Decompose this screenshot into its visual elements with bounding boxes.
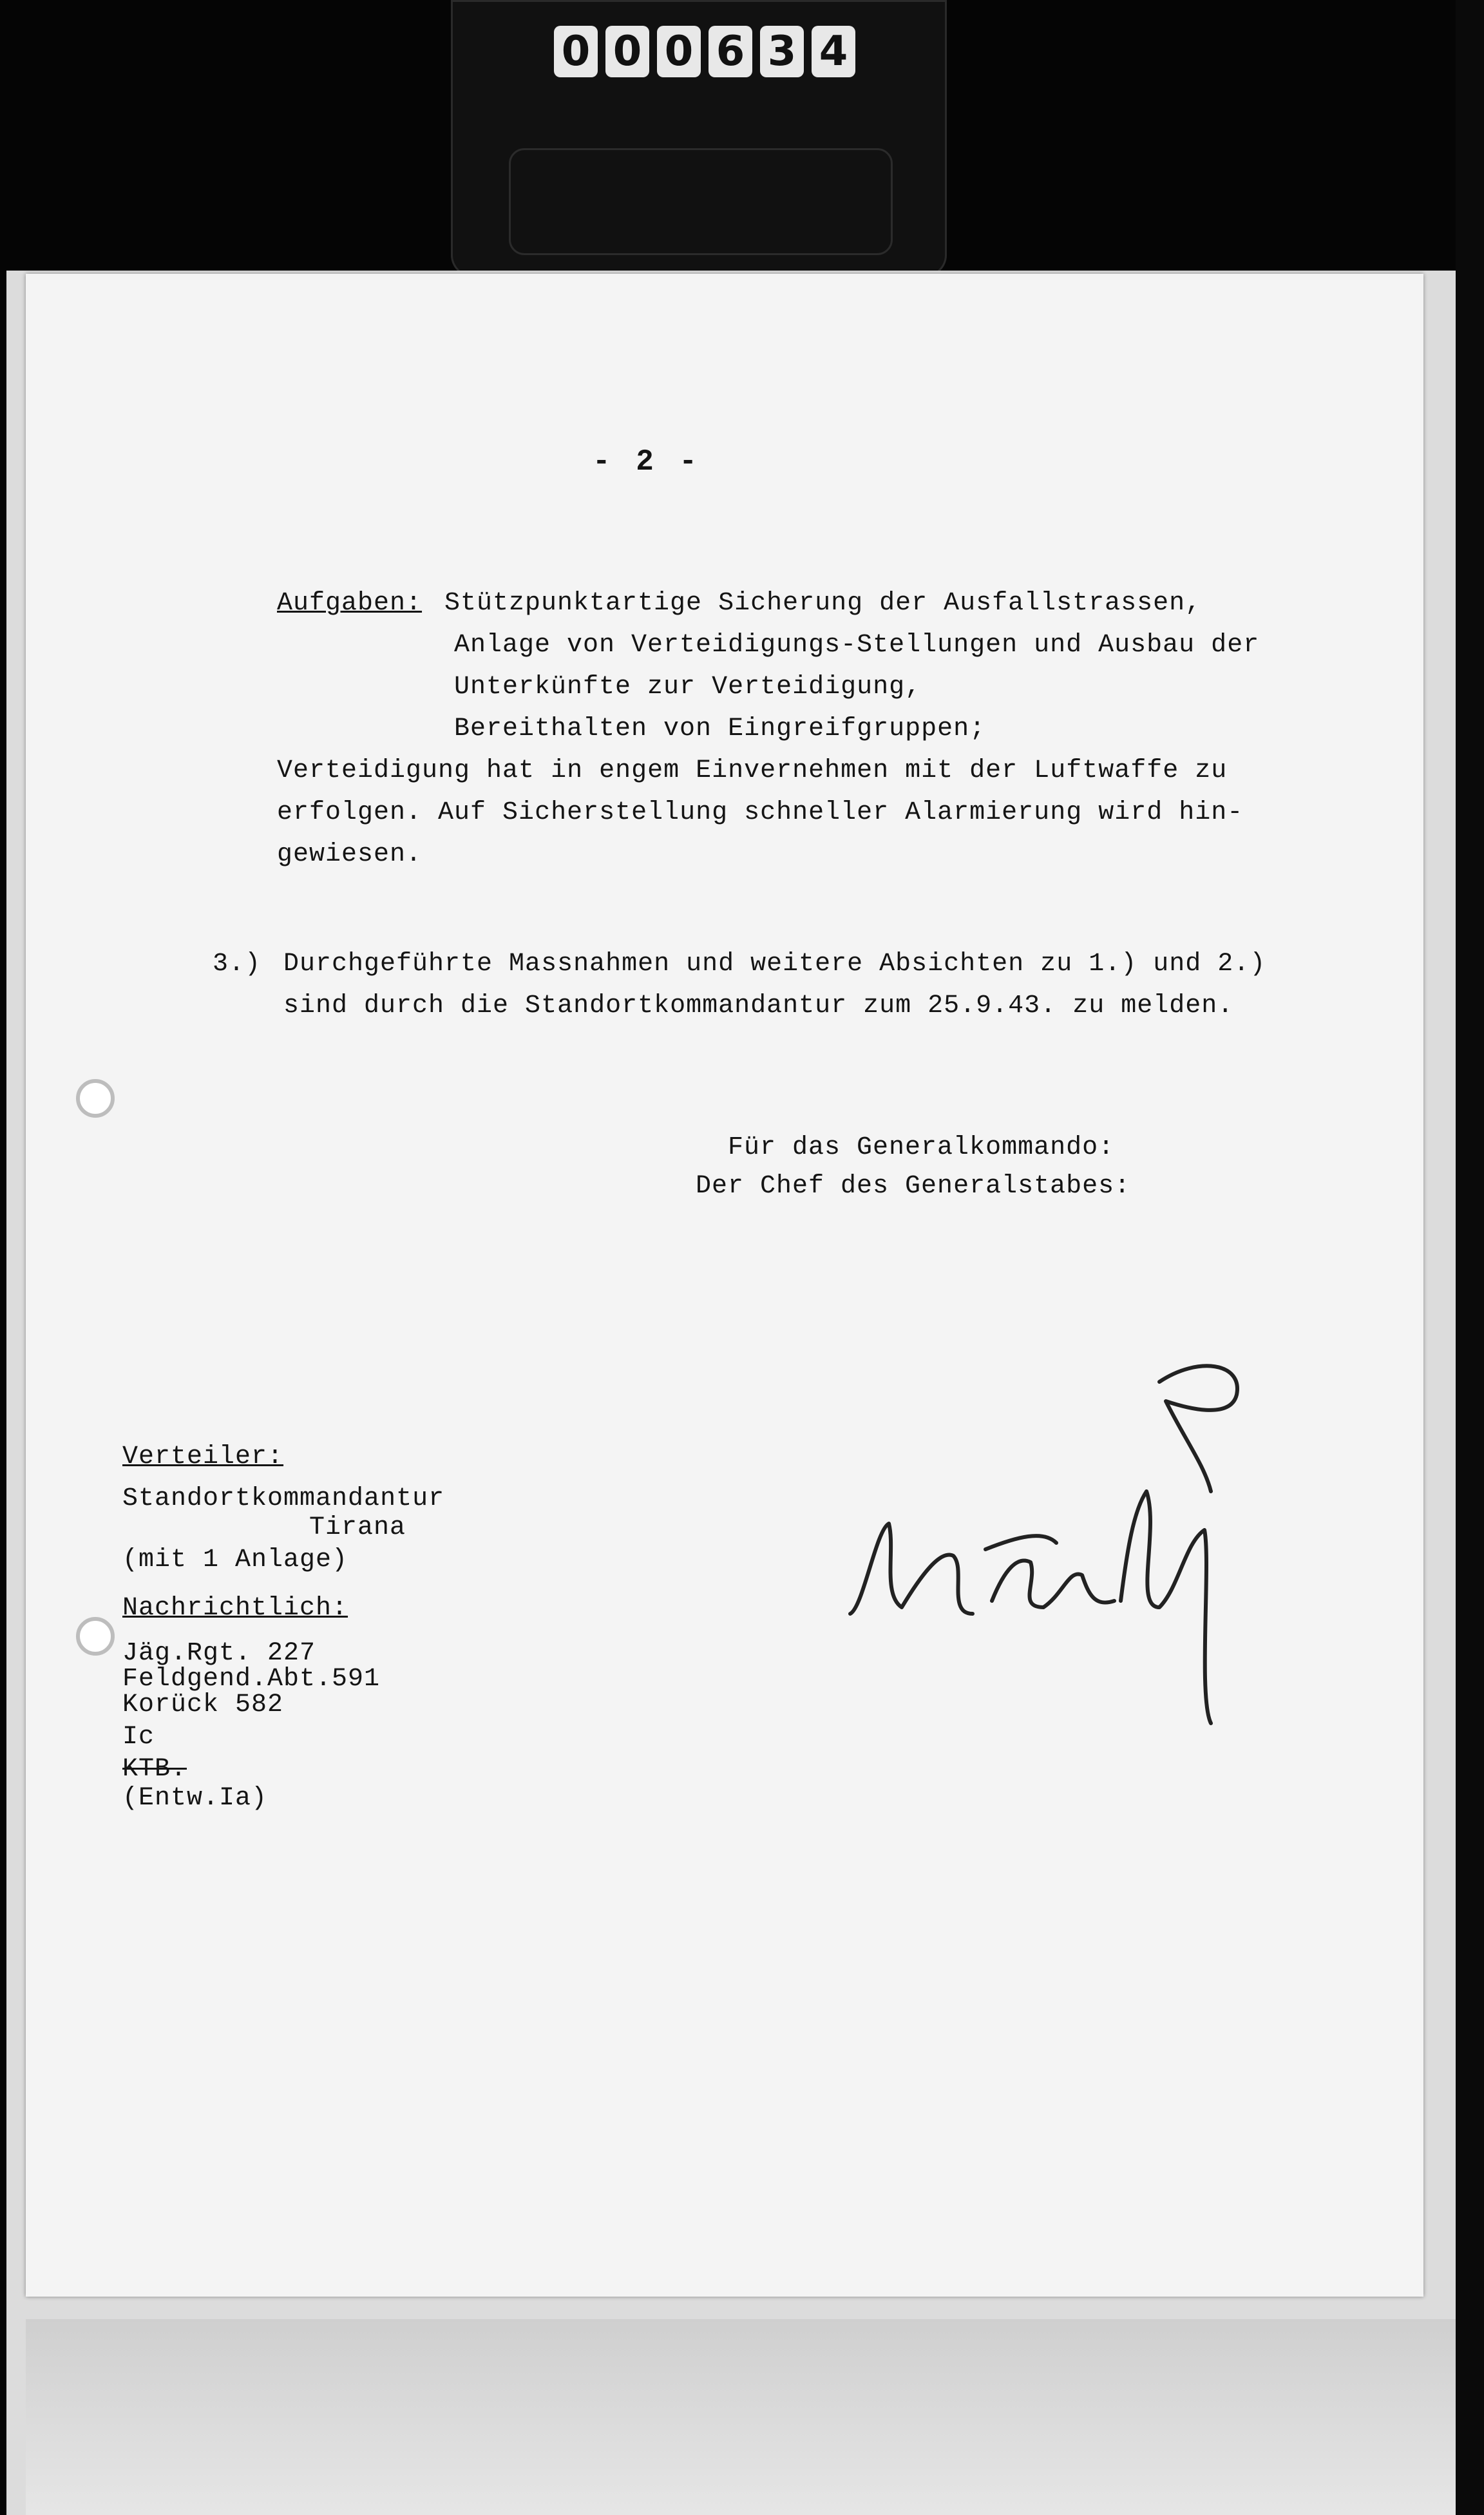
- handwritten-signature: [824, 1337, 1288, 1736]
- aufgaben-label: Aufgaben:: [277, 589, 423, 618]
- page-number: - 2 -: [593, 445, 701, 479]
- nachrichtlich-item-4: Ic: [122, 1723, 155, 1752]
- item-3-line-2: sind durch die Standortkommandantur zum 25.9.43. zu melden.: [283, 991, 1234, 1020]
- aufgaben-line-1: Stützpunktartige Sicherung der Ausfallstrassen,: [444, 589, 1202, 618]
- page-backing-bottom: [26, 2319, 1469, 2515]
- frame-number-digits: [554, 26, 863, 84]
- punch-hole-top: [76, 1079, 115, 1118]
- aufgaben-line-3: Unterkünfte zur Verteidigung,: [454, 673, 922, 702]
- frame-digit: 0: [554, 26, 598, 77]
- item-3-line-1: Durchgeführte Massnahmen und weitere Absichten zu 1.) und 2.): [283, 950, 1266, 979]
- item-3-number: 3.): [213, 950, 262, 979]
- nachrichtlich-last-line: (Entw.Ia): [122, 1784, 268, 1813]
- frame-digit: 6: [709, 26, 752, 77]
- stamp-panel: [509, 148, 893, 255]
- aufgaben-line-4: Bereithalten von Eingreifgruppen;: [454, 714, 986, 743]
- document-page: [26, 274, 1423, 2297]
- frame-counter-stamp: [451, 0, 947, 277]
- nachrichtlich-item-3: Korück 582: [122, 1690, 284, 1719]
- nachrichtlich-item-5: KTB.: [122, 1755, 187, 1784]
- frame-digit: 3: [760, 26, 804, 77]
- defense-line-1: Verteidigung hat in engem Einvernehmen mit der Luftwaffe zu: [277, 756, 1228, 785]
- punch-hole-bottom: [76, 1617, 115, 1656]
- frame-digit: 0: [657, 26, 701, 77]
- nachrichtlich-item-2: Feldgend.Abt.591: [122, 1665, 381, 1694]
- verteiler-line-1: Standortkommandantur: [122, 1484, 445, 1513]
- verteiler-line-3: (mit 1 Anlage): [122, 1545, 348, 1574]
- frame-digit: 4: [812, 26, 855, 77]
- aufgaben-line-2: Anlage von Verteidigungs-Stellungen und Ausbau der: [454, 631, 1260, 660]
- verteiler-line-2: Tirana: [309, 1513, 406, 1542]
- signature-block-line-2: Der Chef des Generalstabes:: [696, 1172, 1131, 1201]
- nachrichtlich-label: Nachrichtlich:: [122, 1594, 348, 1623]
- signature-block-line-1: Für das Generalkommando:: [728, 1133, 1115, 1162]
- film-edge: [1456, 0, 1484, 2515]
- frame-digit: 0: [605, 26, 649, 77]
- verteiler-label: Verteiler:: [122, 1442, 284, 1471]
- nachrichtlich-item-1: Jäg.Rgt. 227: [122, 1639, 316, 1668]
- defense-line-2: erfolgen. Auf Sicherstellung schneller Alarmierung wird hin-: [277, 798, 1244, 827]
- defense-line-3: gewiesen.: [277, 840, 423, 869]
